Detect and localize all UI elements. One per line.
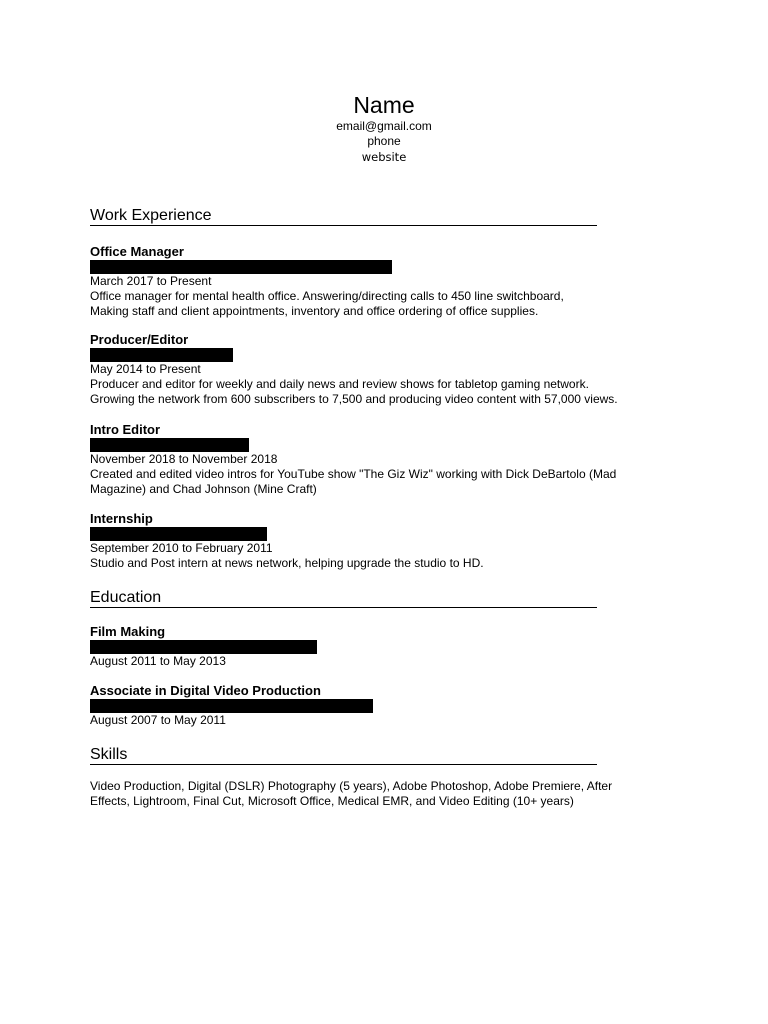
- redacted-school-bar: [90, 699, 373, 713]
- work-experience-heading: Work Experience: [90, 206, 597, 226]
- entry-dates: August 2007 to May 2011: [90, 713, 226, 727]
- entry-title: Producer/Editor: [90, 332, 189, 347]
- resume-header: [0, 92, 768, 166]
- entry-description-line: Magazine) and Chad Johnson (Mine Craft): [90, 482, 317, 496]
- education-entry-film-making: [90, 624, 650, 669]
- resume-body: [90, 206, 650, 809]
- entry-description-line: Studio and Post intern at news network, helping upgrade the studio to HD.: [90, 556, 484, 570]
- entry-title: Internship: [90, 511, 153, 526]
- redacted-school-bar: [90, 640, 317, 654]
- entry-description-line: Created and edited video intros for YouTube show "The Giz Wiz" working with Dick DeBartolo (Mad: [90, 467, 617, 481]
- entry-title: Office Manager: [90, 244, 184, 259]
- education-heading: Education: [90, 588, 597, 608]
- entry-dates: September 2010 to February 2011: [90, 541, 273, 555]
- entry-title: Intro Editor: [90, 422, 161, 437]
- applicant-name: Name: [353, 92, 415, 118]
- entry-description-line: Growing the network from 600 subscribers to 7,500 and producing video content with 57,000 views.: [90, 392, 618, 406]
- education-entry-associate: [90, 683, 650, 728]
- entry-title: Film Making: [90, 624, 166, 639]
- entry-dates: November 2018 to November 2018: [90, 452, 278, 466]
- entry-dates: May 2014 to Present: [90, 362, 201, 376]
- entry-dates: March 2017 to Present: [90, 274, 212, 288]
- skills-heading: Skills: [90, 745, 597, 765]
- redacted-employer-bar: [90, 438, 249, 452]
- entry-description-line: Making staff and client appointments, inventory and office ordering of office supplies.: [90, 304, 539, 318]
- entry-dates: August 2011 to May 2013: [90, 654, 226, 668]
- skills-line: Effects, Lightroom, Final Cut, Microsoft Office, Medical EMR, and Video Editing (10+ years): [90, 794, 574, 808]
- entry-title: Associate in Digital Video Production: [90, 683, 321, 698]
- redacted-employer-bar: [90, 527, 267, 541]
- phone-text: phone: [367, 134, 401, 148]
- work-entry-internship: [90, 511, 650, 571]
- email-text: email@gmail.com: [336, 119, 432, 133]
- skills-line: Video Production, Digital (DSLR) Photography (5 years), Adobe Photoshop, Adobe Premiere, After: [90, 779, 613, 793]
- entry-description-line: Producer and editor for weekly and daily news and review shows for tabletop gaming network.: [90, 377, 589, 391]
- entry-description-line: Office manager for mental health office. Answering/directing calls to 450 line switchboard,: [90, 289, 564, 303]
- work-entry-intro-editor: [90, 422, 650, 497]
- work-entry-office-manager: [90, 244, 650, 319]
- skills-entry: [90, 779, 650, 809]
- redacted-employer-bar: [90, 260, 392, 274]
- work-entry-producer-editor: [90, 332, 650, 407]
- website-text: website: [361, 150, 407, 164]
- redacted-employer-bar: [90, 348, 233, 362]
